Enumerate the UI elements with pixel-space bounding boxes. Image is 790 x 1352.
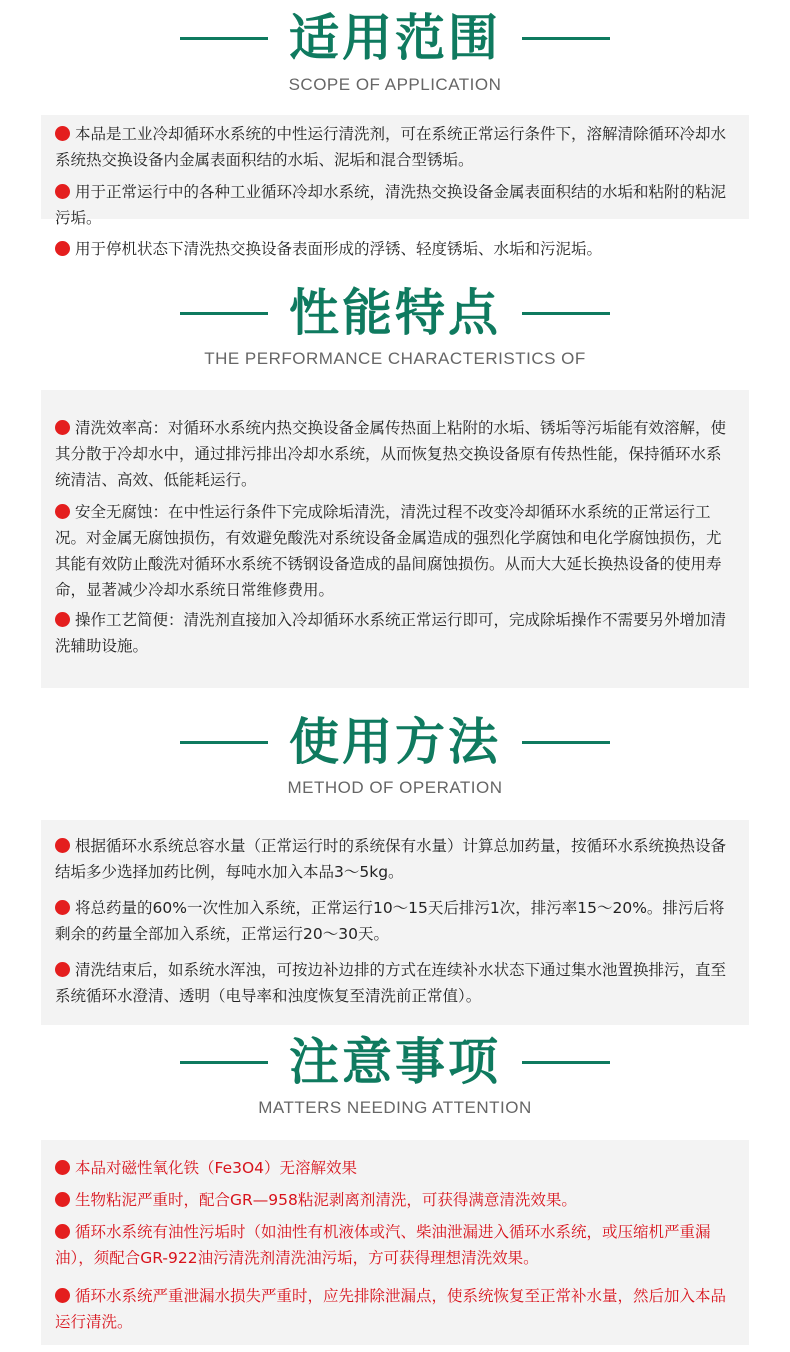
list-item: 将总药量的60%一次性加入系统，正常运行10～15天后排污1次，排污率15～20%。排污后将剩余的药量全部加入系统，正常运行20～30天。 xyxy=(55,899,725,943)
section-subtitle: SCOPE OF APPLICATION xyxy=(288,75,502,94)
section-title: 注意事项 xyxy=(289,1033,501,1091)
right-rule xyxy=(522,741,610,744)
bullet-icon xyxy=(55,504,70,519)
bullet-icon xyxy=(55,1288,70,1303)
bullet-icon xyxy=(55,126,70,141)
list-item: 根据循环水系统总容水量（正常运行时的系统保有水量）计算总加药量，按循环水系统换热设备结垢多少选择加药比例，每吨水加入本品3～5kg。 xyxy=(55,837,727,881)
bullet-icon xyxy=(55,612,70,627)
section-subtitle: MATTERS NEEDING ATTENTION xyxy=(258,1098,532,1117)
bullet-icon xyxy=(55,900,70,915)
right-rule xyxy=(522,312,610,315)
section-title: 适用范围 xyxy=(289,9,501,67)
list-item: 生物粘泥严重时，配合GR—958粘泥剥离剂清洗，可获得满意清洗效果。 xyxy=(55,1187,735,1213)
right-rule xyxy=(522,1061,610,1064)
list-item: 用于正常运行中的各种工业循环冷却水系统，清洗热交换设备金属表面积结的水垢和粘附的粘泥污垢。 xyxy=(55,183,727,227)
bullet-icon xyxy=(55,1160,70,1175)
list-item: 本品对磁性氧化铁（Fe3O4）无溶解效果 xyxy=(55,1155,735,1181)
section-subtitle: METHOD OF OPERATION xyxy=(287,778,503,797)
list-item: 用于停机状态下清洗热交换设备表面形成的浮锈、轻度锈垢、水垢和污泥垢。 xyxy=(55,236,735,262)
bullet-icon xyxy=(55,1192,70,1207)
bullet-icon xyxy=(55,184,70,199)
bullet-icon xyxy=(55,241,70,256)
list-item: 循环水系统严重泄漏水损失严重时，应先排除泄漏点，使系统恢复至正常补水量，然后加入本品运行清洗。 xyxy=(55,1287,727,1331)
list-item: 操作工艺简便：清洗剂直接加入冷却循环水系统正常运行即可，完成除垢操作不需要另外增加清洗辅助设施。 xyxy=(55,611,727,655)
list-item: 循环水系统有油性污垢时（如油性有机液体或汽、柴油泄漏进入循环水系统，或压缩机严重漏油），须配合GR-922油污清洗剂清洗油污垢，方可获得理想清洗效果。 xyxy=(55,1223,711,1267)
bullet-icon xyxy=(55,1224,70,1239)
list-item: 清洗效率高：对循环水系统内热交换设备金属传热面上粘附的水垢、锈垢等污垢能有效溶解，使其分散于冷却水中，通过排污排出冷却水系统，从而恢复热交换设备原有传热性能，保持循环水系统清洁、高效、低能耗运行。 xyxy=(55,419,727,489)
list-item: 本品是工业冷却循环水系统的中性运行清洗剂，可在系统正常运行条件下，溶解清除循环冷却水系统热交换设备内金属表面积结的水垢、泥垢和混合型锈垢。 xyxy=(55,125,727,169)
section-title: 使用方法 xyxy=(289,713,501,771)
bullet-icon xyxy=(55,838,70,853)
section-title: 性能特点 xyxy=(289,284,501,342)
bullet-icon xyxy=(55,962,70,977)
bullet-icon xyxy=(55,420,70,435)
right-rule xyxy=(522,37,610,40)
section-subtitle: THE PERFORMANCE CHARACTERISTICS OF xyxy=(204,349,586,368)
list-item: 安全无腐蚀：在中性运行条件下完成除垢清洗，清洗过程不改变冷却循环水系统的正常运行工况。对金属无腐蚀损伤，有效避免酸洗对系统设备金属造成的强烈化学腐蚀和电化学腐蚀损伤，尤其能有效防止酸洗对循环水系统不锈钢设备造成的晶间腐蚀损伤。从而大大延长换热设备的使用寿命，显著减少冷却水系统日常维修费用。 xyxy=(55,503,722,599)
list-item: 清洗结束后，如系统水浑浊，可按边补边排的方式在连续补水状态下通过集水池置换排污，直至系统循环水澄清、透明（电导率和浊度恢复至清洗前正常值）。 xyxy=(55,961,727,1005)
